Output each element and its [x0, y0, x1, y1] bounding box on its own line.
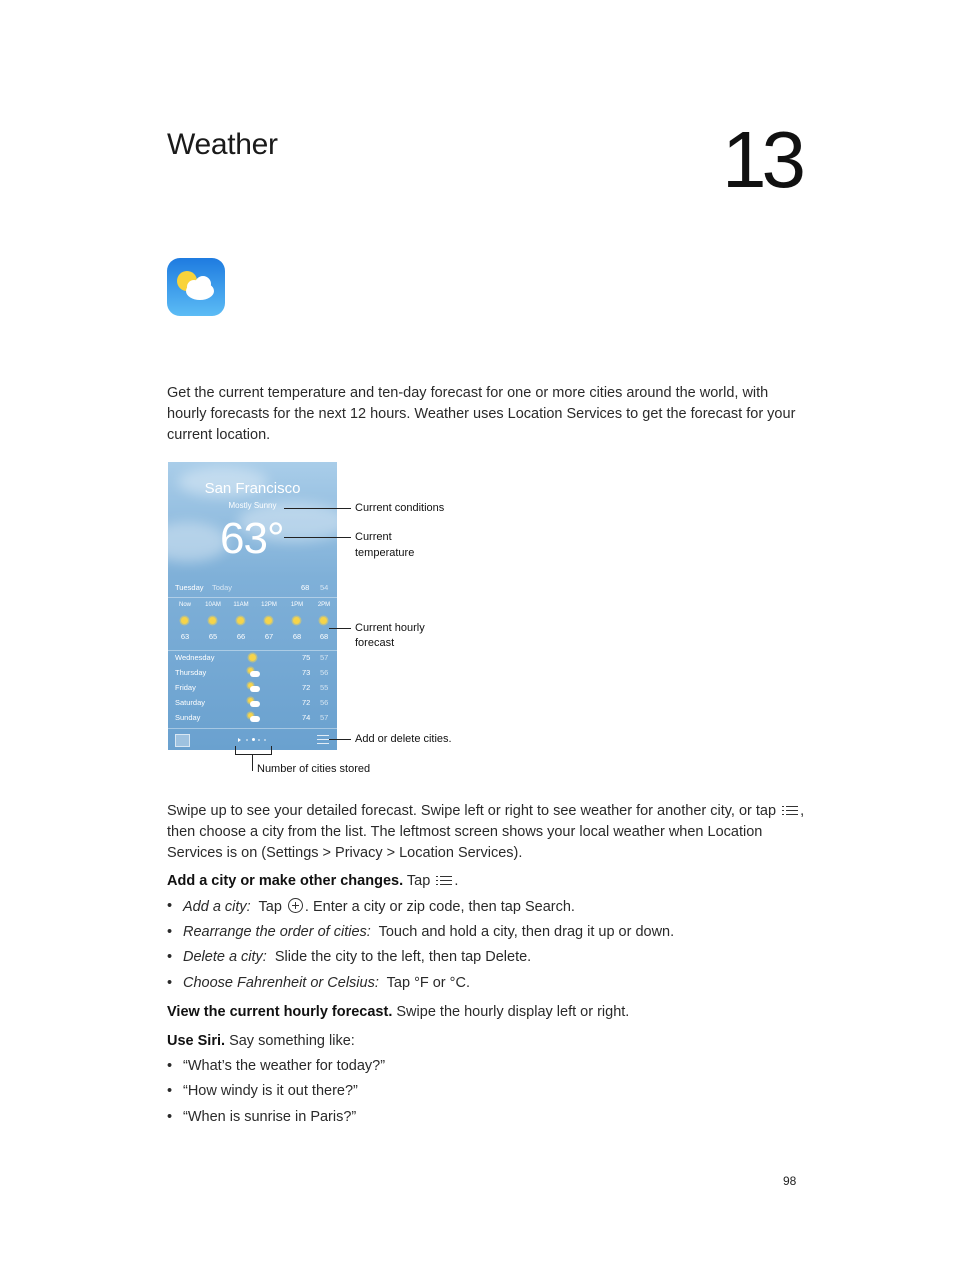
bullet-label: Add a city:: [183, 899, 251, 915]
day-name: Saturday: [175, 698, 206, 707]
hour-temp: 66: [236, 632, 246, 641]
list-icon: [436, 875, 452, 886]
day-high: 74: [302, 713, 311, 722]
chapter-number: 13: [722, 115, 801, 204]
callout-current-conditions: Current conditions: [355, 502, 445, 514]
chapter-title: Weather: [167, 128, 278, 161]
callout-hourly-line2: forecast: [355, 637, 395, 649]
day-low: 56: [320, 668, 329, 677]
bullet-dot: •: [167, 1109, 173, 1125]
weather-app-icon: [167, 258, 225, 316]
swipe-text-2: , then choose a city from the list. The leftmost screen shows your local weather when Location Services is on (Settings > Privacy > Location Services).: [167, 803, 805, 861]
bullet-dot: •: [167, 1058, 173, 1074]
hour-temp: 68: [292, 632, 302, 641]
day-name: Sunday: [175, 713, 201, 722]
day-row: [175, 683, 335, 698]
bullet-dot: •: [167, 898, 173, 914]
siri-text: Say something like:: [229, 1033, 355, 1049]
city-name: San Francisco: [204, 480, 301, 497]
day-low: 56: [320, 698, 329, 707]
siri-heading: [167, 1031, 355, 1052]
day-row: [175, 668, 335, 683]
sun-icon: [209, 617, 216, 624]
hour-time: Now: [178, 602, 191, 608]
swipe-text-1: Swipe up to see your detailed forecast. Swipe left or right to see weather for another city, or tap: [167, 803, 777, 819]
add-icon: [288, 898, 303, 913]
bullet-label: Rearrange the order of cities:: [183, 924, 371, 940]
hour-time: 10AM: [205, 602, 221, 608]
hour-time: 2PM: [317, 602, 331, 608]
hour-time: 11AM: [233, 602, 249, 608]
bullet-text: Slide the city to the left, then tap Delete.: [274, 949, 532, 965]
add-city-heading: [167, 871, 458, 892]
list-icon: [782, 805, 798, 816]
hour-temp: 68: [319, 632, 329, 641]
day-row: [175, 653, 335, 668]
today-low: 54: [320, 583, 329, 592]
current-temperature: 63°: [220, 514, 284, 563]
bullet-label: Choose Fahrenheit or Celsius:: [183, 975, 379, 991]
add-city-end: .: [454, 873, 459, 889]
day-high: 72: [302, 683, 311, 692]
hour-temp: 65: [208, 632, 218, 641]
day-high: 73: [302, 668, 311, 677]
siri-example: “What’s the weather for today?”: [183, 1058, 386, 1074]
siri-example: “How windy is it out there?”: [183, 1083, 358, 1099]
weather-channel-icon[interactable]: [175, 734, 190, 747]
bullet-label: Delete a city:: [183, 949, 267, 965]
bullet-dot: •: [167, 949, 173, 965]
current-condition: Mostly Sunny: [228, 501, 277, 510]
callout-hourly-line1: Current hourly: [355, 622, 425, 634]
callout-add-delete: Add or delete cities.: [355, 733, 452, 745]
sun-icon: [320, 617, 327, 624]
hour-time: 12PM: [261, 602, 277, 608]
today-day: Tuesday: [175, 583, 204, 592]
callout-line: [329, 739, 351, 740]
callout-current-temperature-line2: temperature: [355, 547, 415, 559]
page-number: 98: [783, 1174, 797, 1188]
day-name: Wednesday: [175, 653, 215, 662]
sun-icon: [265, 617, 272, 624]
hour-temp: 67: [264, 632, 274, 641]
hourly-heading: [167, 1002, 629, 1023]
day-high: 72: [302, 698, 311, 707]
list-icon[interactable]: [317, 735, 329, 744]
day-low: 57: [320, 713, 329, 722]
bullet-dot: •: [167, 924, 173, 940]
callout-line: [284, 508, 351, 509]
sun-icon: [293, 617, 300, 624]
hourly-forecast[interactable]: [168, 598, 337, 651]
siri-head: Use Siri.: [167, 1033, 226, 1049]
intro-paragraph: Get the current temperature and ten-day forecast for one or more cities around the world, with hourly forecasts for the next 12 hours. Weather uses Location Services to get the forecast for your current location.: [167, 385, 796, 443]
day-name: Friday: [175, 683, 196, 692]
today-label: Today: [212, 583, 233, 592]
location-arrow-icon: [238, 738, 241, 742]
day-row: [175, 698, 335, 713]
sun-icon: [181, 617, 188, 624]
day-low: 57: [320, 653, 329, 662]
sun-icon: [237, 617, 244, 624]
callout-current-temperature-line1: Current: [355, 531, 392, 543]
day-high: 75: [302, 653, 311, 662]
bullet-text: Touch and hold a city, then drag it up or down.: [378, 924, 675, 940]
callout-bracket: [235, 746, 272, 755]
add-city-text: Tap: [406, 873, 431, 889]
siri-example: “When is sunrise in Paris?”: [183, 1109, 357, 1125]
day-low: 55: [320, 683, 329, 692]
today-row: [168, 579, 337, 598]
callout-line: [252, 754, 253, 771]
day-name: Thursday: [175, 668, 207, 677]
callout-line: [284, 537, 351, 538]
hour-temp: 63: [180, 632, 190, 641]
hourly-head: View the current hourly forecast.: [167, 1004, 393, 1020]
bullet-text: Tap °F or °C.: [386, 975, 470, 991]
callout-number-of-cities: Number of cities stored: [257, 763, 371, 775]
today-high: 68: [301, 583, 310, 592]
bullet-pre: Tap: [258, 899, 282, 915]
bullet-text: . Enter a city or zip code, then tap Search.: [304, 899, 575, 915]
bullet-dot: •: [167, 1083, 173, 1099]
bullet-dot: •: [167, 975, 173, 991]
hourly-text: Swipe the hourly display left or right.: [396, 1004, 630, 1020]
weather-screenshot: [168, 462, 337, 750]
hour-time: 1PM: [290, 602, 304, 608]
swipe-paragraph: [167, 801, 807, 864]
add-city-head: Add a city or make other changes.: [167, 873, 404, 889]
callout-line: [329, 628, 351, 629]
sun-icon: [249, 654, 256, 661]
day-row: [175, 713, 335, 728]
